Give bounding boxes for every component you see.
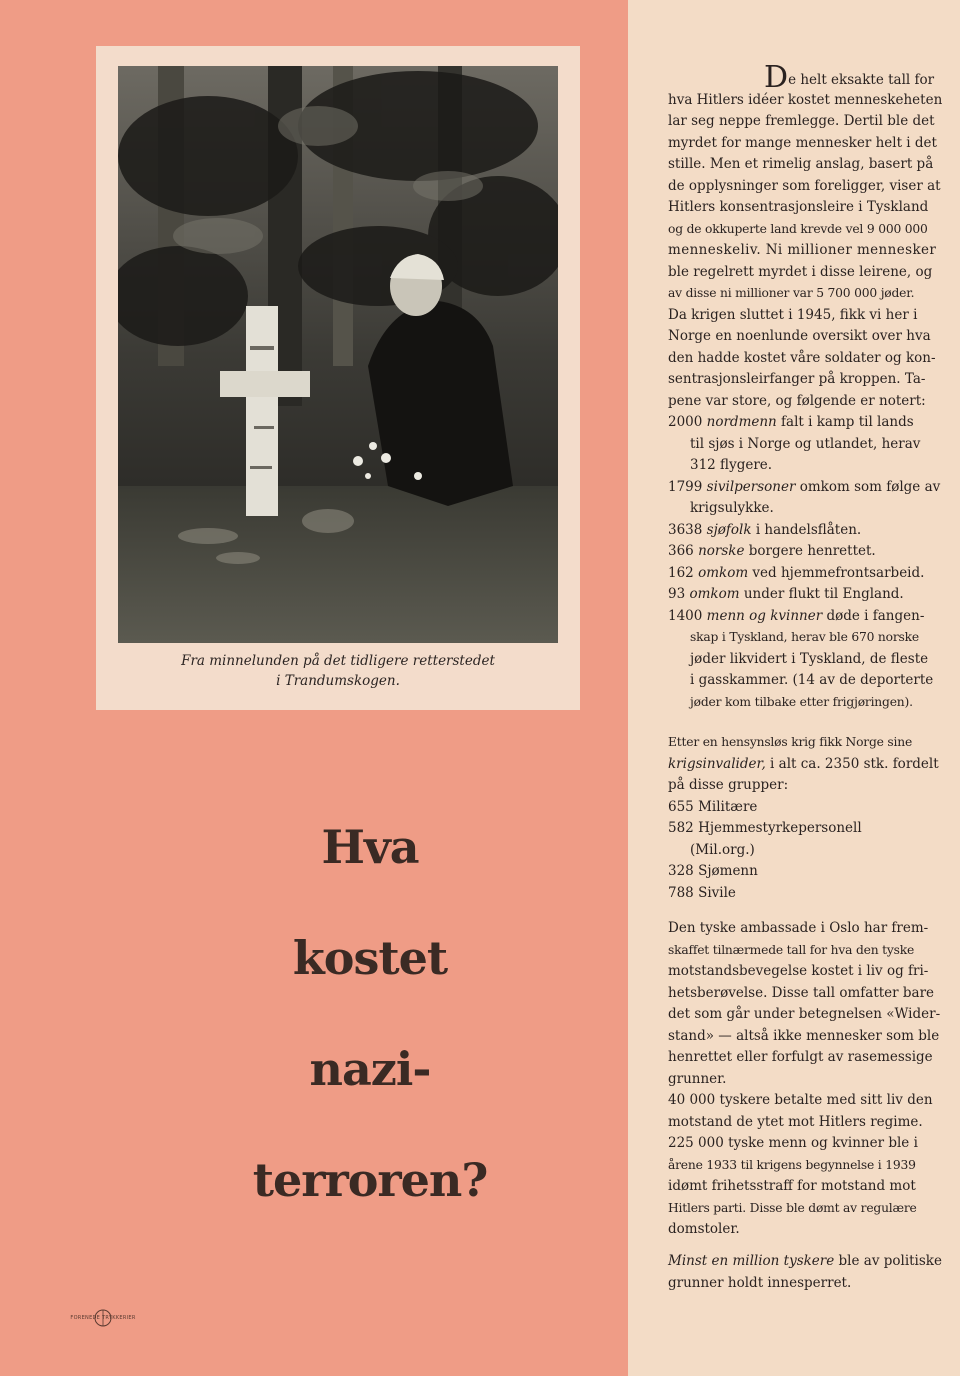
invalid-group: 582 Hjemmestyrkepersonell	[668, 820, 862, 836]
memorial-photo-illustration	[118, 66, 558, 643]
resistance-line: Den tyske ambassade i Oslo har frem-	[668, 920, 929, 936]
intro-line: menneskeliv. Ni millioner mennesker	[668, 242, 937, 258]
intro-line: av disse ni millioner var 5 700 000 jøder.	[668, 286, 915, 300]
loss-item: 2000 nordmenn falt i kamp til lands til sjøs i Norge og utlandet, herav 312 flygere.	[668, 414, 921, 473]
caption-line: i Trandumskogen.	[276, 673, 400, 689]
resistance-line: årene 1933 til krigens begynnelse i 1939	[668, 1157, 916, 1172]
headline-line: nazi-	[309, 1042, 431, 1096]
photo-caption	[96, 651, 580, 691]
intro-line: Da krigen sluttet i 1945, fikk vi her i	[668, 306, 918, 323]
resistance-line: domstoler.	[668, 1221, 740, 1237]
imprisoned-line: grunner holdt innesperret.	[668, 1274, 852, 1291]
invalids-line: på disse grupper:	[668, 777, 789, 793]
loss-item: 3638 sjøfolk i handelsflåten.	[668, 521, 862, 538]
invalids-text	[668, 732, 946, 904]
intro-line: myrdet for mange mennesker helt i det	[668, 134, 937, 151]
intro-text	[668, 60, 946, 713]
intro-line: de opplysninger som foreligger, viser at	[668, 177, 941, 194]
intro-line: hva Hitlers idéer kostet menneskeheten	[668, 91, 943, 108]
intro-line: og de okkuperte land krevde vel 9 000 000	[668, 221, 928, 236]
printer-logo	[66, 1308, 140, 1332]
imprisoned-line: Minst en million tyskere ble av politiske	[668, 1253, 942, 1269]
intro-line: ble regelrett myrdet i disse leirene, og	[668, 263, 933, 280]
intro-line: sentrasjonsleirfanger på kroppen. Ta-	[668, 371, 926, 387]
resistance-line: hetsberøvelse. Disse tall omfatter bare	[668, 984, 935, 1001]
resistance-line: henrettet eller forfulgt av rasemessige	[668, 1049, 933, 1065]
resistance-line: motstandsbevegelse kostet i liv og fri-	[668, 963, 929, 979]
memorial-photo	[118, 66, 558, 643]
loss-item: 1799 sivilpersoner omkom som følge av krigsulykke.	[668, 478, 941, 516]
loss-item: 162 omkom ved hjemmefrontsarbeid.	[668, 564, 925, 581]
drop-cap: D	[764, 60, 789, 95]
resistance-line: skaffet tilnærmede tall for hva den tyske	[668, 942, 915, 957]
caption-line: Fra minnelunden på det tidligere retterstedet	[181, 653, 495, 669]
resistance-line: stand» — altså ikke mennesker som ble	[668, 1027, 940, 1044]
headline-line: kostet	[292, 931, 448, 985]
intro-first-line: De helt eksakte tall for	[764, 60, 935, 95]
intro-line: lar seg neppe fremlegge. Dertil ble det	[668, 113, 935, 129]
loss-item: 1400 menn og kvinner døde i fangen- skap i Tyskland, herav ble 670 norske jøder likvidert i Tyskland, de fleste i gasskammer. (14 av de deporterte jøder kom tilbake etter frigjøringen).	[668, 607, 934, 709]
printer-logo-text: FORENEDE TRYKKERIER	[70, 1315, 136, 1321]
intro-line: den hadde kostet våre soldater og kon-	[668, 349, 936, 366]
invalid-group: 788 Sivile	[668, 884, 736, 901]
resistance-line: 225 000 tyske menn og kvinner ble i	[668, 1135, 918, 1151]
invalids-line: krigsinvalider, i alt ca. 2350 stk. fordelt	[668, 755, 939, 772]
german-resistance-text	[668, 918, 946, 1241]
resistance-line: 40 000 tyskere betalte med sitt liv den	[668, 1092, 933, 1108]
intro-line: stille. Men et rimelig anslag, basert på	[668, 156, 934, 172]
intro-line: Norge en noenlunde oversikt over hva	[668, 328, 931, 344]
invalids-line: Etter en hensynsløs krig fikk Norge sine	[668, 735, 913, 749]
invalid-group: 328 Sjømenn	[668, 863, 758, 879]
photo-card	[96, 46, 580, 710]
headline	[190, 792, 550, 1236]
imprisoned-text	[668, 1251, 946, 1294]
resistance-line: det som går under betegnelsen «Wider-	[668, 1006, 941, 1022]
loss-item: 366 norske borgere henrettet.	[668, 543, 876, 559]
intro-line: pene var store, og følgende er notert:	[668, 392, 926, 409]
intro-line: Hitlers konsentrasjonsleire i Tyskland	[668, 199, 929, 215]
invalid-group: 655 Militære	[668, 798, 758, 815]
resistance-line: idømt frihetsstraff for motstand mot	[668, 1178, 916, 1194]
resistance-line: motstand de ytet mot Hitlers regime.	[668, 1113, 923, 1130]
invalid-group: (Mil.org.)	[690, 841, 755, 858]
loss-item: 93 omkom under flukt til England.	[668, 586, 904, 602]
headline-line: terroren?	[252, 1153, 488, 1207]
resistance-line: Hitlers parti. Disse ble dømt av regulære	[668, 1200, 917, 1215]
headline-line: Hva	[321, 820, 419, 874]
resistance-line: grunner.	[668, 1070, 727, 1087]
